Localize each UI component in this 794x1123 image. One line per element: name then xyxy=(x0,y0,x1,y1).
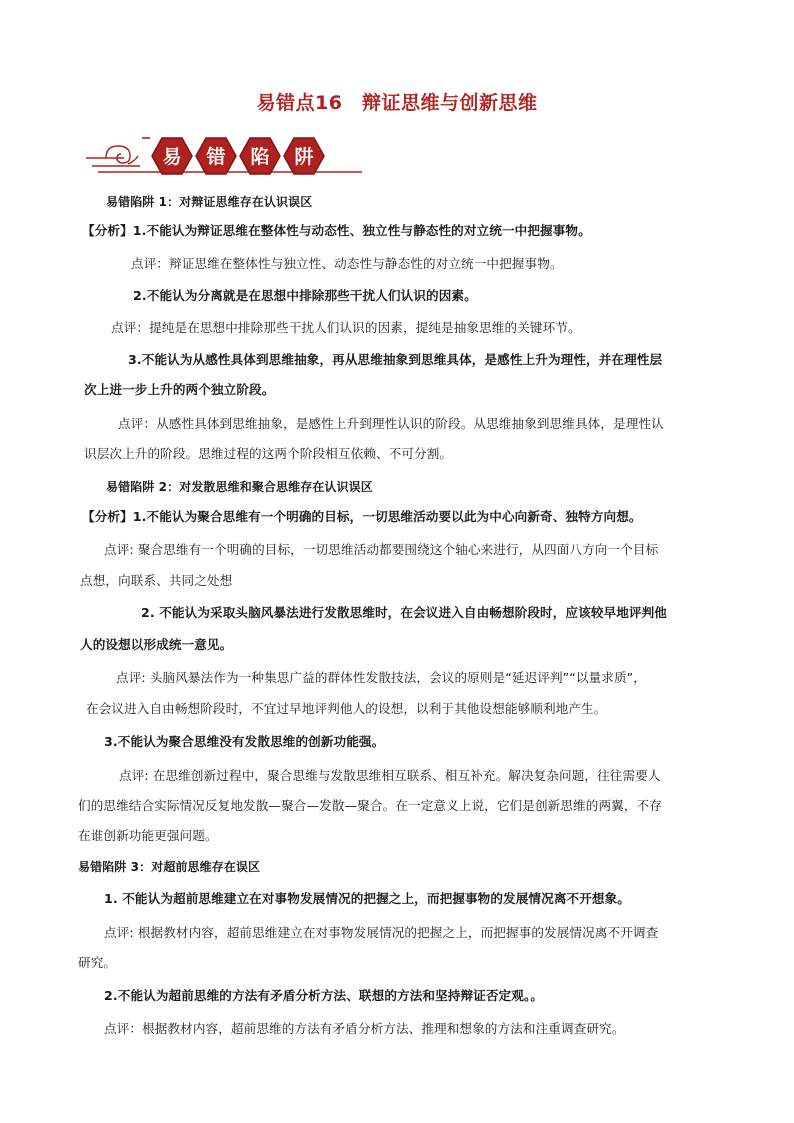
comment-1: 点评：辩证思维在整体性与独立性、动态性与静态性的对立统一中把握事物。 xyxy=(131,256,563,271)
comment-5-line2: 在会议进入自由畅想阶段时，不宜过早地评判他人的设想，以利于其他设想能够顺利地产生。 xyxy=(86,701,607,716)
point-8: 2.不能认为超前思维的方法有矛盾分析方法、联想的方法和坚持辩证否定观。。 xyxy=(104,988,544,1003)
comment-4-line1: 点评: 聚合思维有一个明确的目标，一切思维活动都要围绕这个轴心来进行，从四面八方向一个目标 xyxy=(104,542,659,557)
comment-3-line1: 点评：从感性具体到思维抽象，是感性上升到理性认识的阶段。从思维抽象到思维具体，是理性认 xyxy=(118,416,664,431)
section-banner xyxy=(84,128,364,180)
comment-4-line2: 点想，向联系、共同之处想 xyxy=(80,573,233,588)
point-3-line1: 3.不能认为从感性具体到思维抽象，再从思维抽象到思维具体，是感性上升为理性，并在理性层 xyxy=(128,352,663,367)
point-6: 3.不能认为聚合思维没有发散思维的创新功能强。 xyxy=(104,734,385,749)
comment-6-line2: 们的思维结合实际情况反复地发散—聚合—发散—聚合。在一定意义上说，它们是创新思维的两翼，不存 xyxy=(78,798,662,813)
analysis-1: 【分析】1.不能认为辩证思维在整体性与动态性、独立性与静态性的对立统一中把握事物。 xyxy=(82,223,591,238)
comment-8: 点评：根据教材内容，超前思维的方法有矛盾分析方法、推理和想象的方法和注重调查研究。 xyxy=(104,1021,625,1036)
analysis-2: 【分析】1.不能认为聚合思维有一个明确的目标，一切思维活动要以此为中心向新奇、独特方向想。 xyxy=(82,509,642,524)
point-7: 1. 不能认为超前思维建立在对事物发展情况的把握之上，而把握事物的发展情况离不开想象。 xyxy=(104,891,630,906)
cloud-ornament-left xyxy=(86,146,142,172)
page-title: 易错点16 辩证思维与创新思维 xyxy=(256,92,538,114)
comment-7-line2: 研究。 xyxy=(78,955,117,970)
comment-2: 点评：提纯是在思想中排除那些干扰人们认识的因素，提纯是抽象思维的关键环节。 xyxy=(111,320,581,335)
banner-char-4: 阱 xyxy=(294,146,314,168)
comment-5-line1: 点评: 头脑风暴法作为一种集思广益的群体性发散技法，会议的原则是“延迟评判”“以量求质”， xyxy=(116,670,646,685)
trap-heading-3: 易错陷阱 3：对超前思维存在误区 xyxy=(78,860,261,874)
trap-heading-1: 易错陷阱 1：对辩证思维存在认识误区 xyxy=(106,195,313,209)
point-2: 2.不能认为分离就是在思想中排除那些干扰人们认识的因素。 xyxy=(133,288,477,303)
trap-heading-2: 易错陷阱 2：对发散思维和聚合思维存在认识误区 xyxy=(106,480,373,494)
point-5-line1: 2. 不能认为采取头脑风暴法进行发散思维时，在会议进入自由畅想阶段时，应该较早地评判他 xyxy=(141,605,667,620)
banner-char-3: 陷 xyxy=(250,146,270,168)
point-3-line2: 次上进一步上升的两个独立阶段。 xyxy=(84,382,275,397)
comment-6-line1: 点评: 在思维创新过程中，聚合思维与发散思维相互联系、相互补充。解决复杂问题，往往需要人 xyxy=(119,768,661,783)
banner-char-1: 易 xyxy=(162,146,182,168)
point-5-line2: 人的设想以形成统一意见。 xyxy=(80,637,233,652)
comment-3-line2: 识层次上升的阶段。思维过程的这两个阶段相互依赖、不可分割。 xyxy=(84,446,453,461)
banner-char-2: 错 xyxy=(206,146,226,168)
comment-6-line3: 在谁创新功能更强问题。 xyxy=(78,828,218,843)
comment-7-line1: 点评: 根据教材内容，超前思维建立在对事物发展情况的把握之上，而把握事的发展情况离不开调查 xyxy=(104,925,659,940)
